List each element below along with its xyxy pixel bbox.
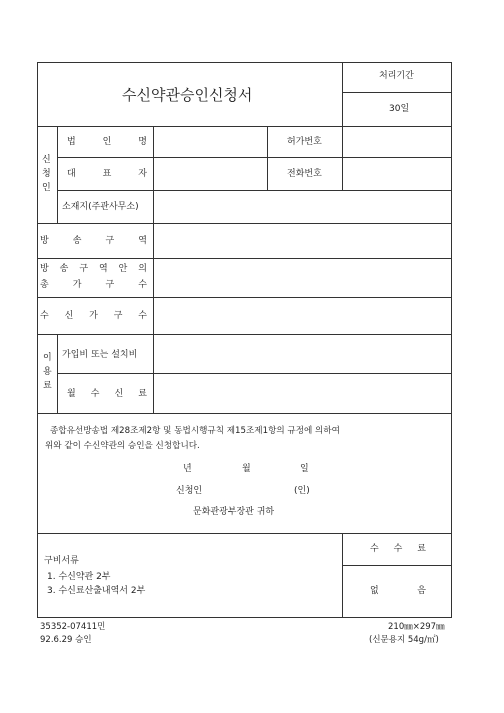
divider bbox=[37, 533, 452, 534]
divider bbox=[37, 126, 452, 127]
divider bbox=[37, 258, 452, 259]
divider bbox=[267, 126, 268, 191]
fee-group-label-3: 료 bbox=[43, 381, 52, 391]
seal-label: (인) bbox=[294, 486, 310, 496]
fee-group-label-2: 용 bbox=[43, 367, 52, 377]
subscribers-label: 수 신 가 구 수 bbox=[40, 311, 147, 321]
addressee: 문화관광부장관 귀하 bbox=[193, 507, 275, 517]
processing-period-value: 30일 bbox=[389, 104, 410, 114]
divider bbox=[37, 297, 452, 298]
broadcast-area-field[interactable] bbox=[155, 225, 450, 257]
install-fee-label: 가입비 또는 설치비 bbox=[62, 350, 138, 360]
divider bbox=[342, 62, 343, 127]
form-number: 35352-07411민 bbox=[40, 622, 106, 632]
applicant-group-label-1: 신 bbox=[42, 155, 51, 165]
docs-label: 구비서류 bbox=[44, 556, 79, 566]
divider bbox=[37, 413, 452, 414]
address-field[interactable] bbox=[155, 192, 450, 222]
applicant-sign-label: 신청인 bbox=[176, 486, 203, 496]
representative-field[interactable] bbox=[155, 159, 265, 189]
paper-type: (신문용지 54g/㎡) bbox=[369, 635, 439, 645]
form-title: 수신약관승인신청서 bbox=[122, 86, 253, 104]
doc-item-1: 1. 수신약관 2부 bbox=[47, 572, 111, 582]
doc-item-2: 3. 수신료산출내역서 2부 bbox=[47, 586, 146, 596]
divider bbox=[57, 157, 452, 158]
approval-date: 92.6.29 승인 bbox=[40, 635, 92, 645]
applicant-group-label-3: 인 bbox=[42, 183, 51, 193]
statement-line-1: 종합유선방송법 제28조제2항 및 동법시행규칙 제15조제1항의 규정에 의하여 bbox=[50, 426, 340, 436]
license-no-label: 허가번호 bbox=[287, 137, 322, 147]
divider bbox=[57, 334, 58, 414]
date-year-label: 년 bbox=[183, 464, 192, 474]
broadcast-area-label: 방 송 구 역 bbox=[40, 236, 147, 246]
install-fee-field[interactable] bbox=[155, 336, 450, 372]
divider bbox=[342, 565, 452, 566]
divider bbox=[342, 126, 343, 191]
divider bbox=[37, 334, 452, 335]
households-label-line2: 총 가 구 수 bbox=[40, 280, 147, 290]
divider bbox=[57, 373, 452, 374]
divider bbox=[342, 92, 452, 93]
monthly-fee-label: 월 수 신 료 bbox=[67, 389, 147, 399]
address-label: 소재지(주관사무소) bbox=[62, 202, 139, 212]
phone-label: 전화번호 bbox=[287, 169, 322, 179]
date-day-label: 일 bbox=[300, 464, 309, 474]
processing-period-label: 처리기간 bbox=[379, 71, 414, 81]
divider bbox=[153, 126, 154, 414]
divider bbox=[342, 533, 343, 618]
phone-field[interactable] bbox=[344, 159, 450, 189]
fee-header: 수 수 료 bbox=[370, 544, 426, 554]
applicant-group-label-2: 청 bbox=[42, 169, 51, 179]
subscribers-field[interactable] bbox=[155, 299, 450, 333]
corp-name-label: 법 인 명 bbox=[67, 137, 147, 147]
fee-value: 없 음 bbox=[370, 586, 426, 596]
representative-label: 대 표 자 bbox=[67, 169, 147, 179]
fee-group-label-1: 이 bbox=[43, 353, 52, 363]
divider bbox=[57, 190, 452, 191]
divider bbox=[37, 223, 452, 224]
divider bbox=[57, 126, 58, 224]
license-no-field[interactable] bbox=[344, 128, 450, 156]
statement-line-2: 위와 같이 수신약관의 승인을 신청합니다. bbox=[45, 441, 200, 451]
paper-size: 210㎜×297㎜ bbox=[388, 622, 445, 632]
date-month-label: 월 bbox=[242, 464, 251, 474]
monthly-fee-field[interactable] bbox=[155, 375, 450, 412]
households-label-line1: 방 송 구 역 안 의 bbox=[40, 264, 147, 274]
corp-name-field[interactable] bbox=[155, 128, 265, 156]
households-field[interactable] bbox=[155, 260, 450, 296]
